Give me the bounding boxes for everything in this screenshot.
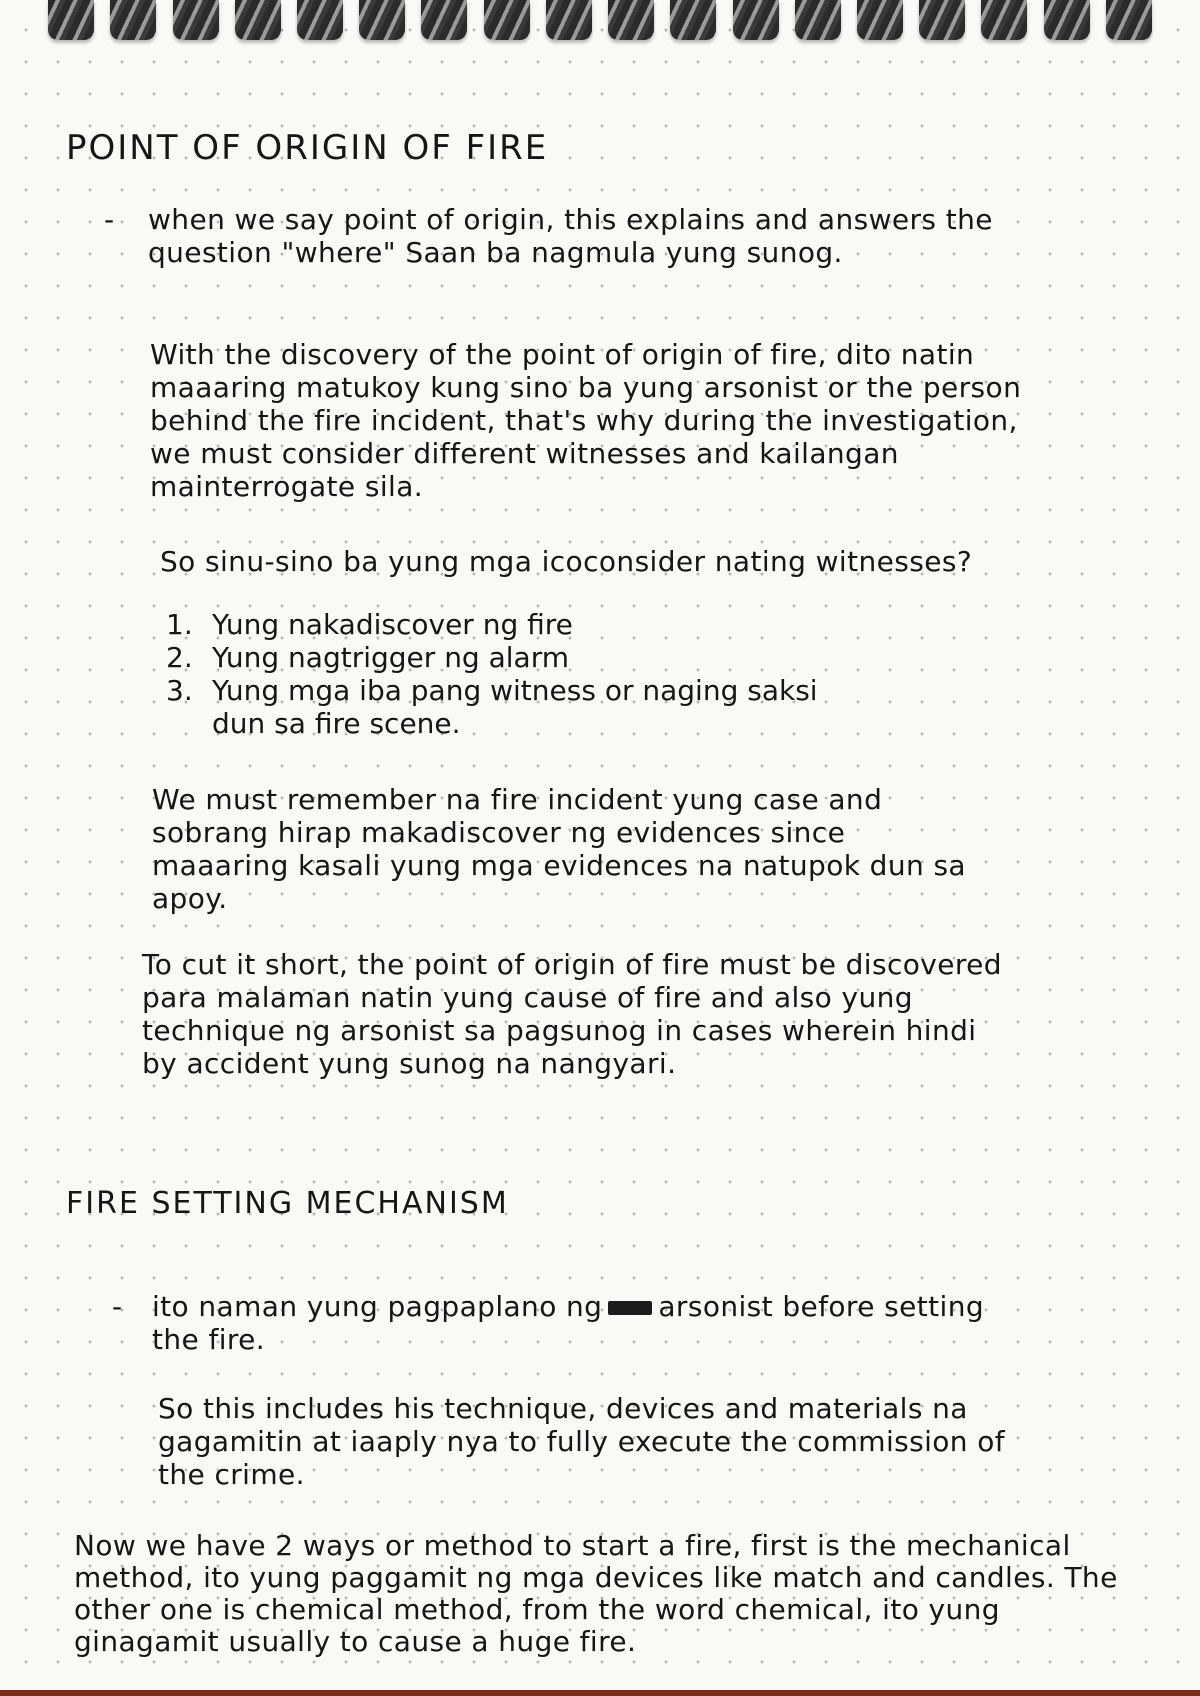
binding-ring <box>857 0 903 40</box>
binding-ring <box>795 0 841 40</box>
mechanism-intro-part-b: arsonist before setting the fire. <box>152 1290 985 1356</box>
list-text: Yung mga iba pang witness or naging saksi dun sa fire scene. <box>212 674 818 740</box>
includes-paragraph: So this includes his technique, devices and materials na gagamitin at iaaply nya to fully execute the commission of the crime. <box>158 1392 1006 1491</box>
binding-ring <box>48 0 94 40</box>
spiral-binding <box>0 0 1200 44</box>
list-number: 2. <box>166 641 193 674</box>
binding-ring <box>297 0 343 40</box>
methods-paragraph: Now we have 2 ways or method to start a fire, first is the mechanical method, ito yung paggamit ng mga devices like match and candles. The other one is chemical method, from the word chemical, ito yung ginagamit usually to cause a huge fire. <box>74 1529 1118 1658</box>
list-item <box>166 674 832 740</box>
binding-ring <box>1044 0 1090 40</box>
list-number: 3. <box>166 674 193 707</box>
binding-ring <box>359 0 405 40</box>
binding-ring <box>546 0 592 40</box>
binding-ring <box>235 0 281 40</box>
short-paragraph: To cut it short, the point of origin of fire must be discovered para malaman natin yung cause of fire and also yung technique ng arsonist sa pagsunog in cases wherein hindi by accident yung sunog na nangyari. <box>142 948 1002 1080</box>
binding-ring <box>608 0 654 40</box>
origin-discovery-paragraph: With the discovery of the point of origin of fire, dito natin maaaring matukoy kung sino ba yung arsonist or the person behind the fire incident, that's why during the investigation, we must consider different witnesses and kailangan mainterrogate sila. <box>150 338 1022 503</box>
crossed-out-word <box>608 1301 652 1315</box>
list-text: Yung nakadiscover ng fire <box>212 608 573 641</box>
binding-ring <box>981 0 1027 40</box>
list-text: Yung nagtrigger ng alarm <box>212 641 569 674</box>
binding-ring <box>110 0 156 40</box>
binding-ring <box>670 0 716 40</box>
witness-list <box>166 608 832 740</box>
witness-question: So sinu-sino ba yung mga icoconsider nating witnesses? <box>160 545 973 578</box>
heading-point-of-origin: POINT OF ORIGIN OF FIRE <box>66 128 549 168</box>
binding-ring <box>1106 0 1152 40</box>
remember-paragraph: We must remember na fire incident yung case and sobrang hirap makadiscover ng evidences since maaaring kasali yung mga evidences na natupok dun sa apoy. <box>152 783 966 915</box>
binding-ring <box>421 0 467 40</box>
origin-intro-paragraph: when we say point of origin, this explains and answers the question "where" Saan ba nagmula yung sunog. <box>148 203 993 269</box>
list-number: 1. <box>166 608 193 641</box>
bullet-dash: - <box>104 203 115 236</box>
bullet-dash: - <box>112 1290 123 1323</box>
list-item <box>166 608 832 641</box>
binding-ring <box>173 0 219 40</box>
heading-fire-setting-mechanism: FIRE SETTING MECHANISM <box>66 1186 509 1221</box>
binding-ring <box>733 0 779 40</box>
binding-ring <box>919 0 965 40</box>
mechanism-intro-part-a: ito naman yung pagpaplano ng <box>152 1290 603 1323</box>
list-item <box>166 641 832 674</box>
mechanism-intro-paragraph <box>152 1290 1032 1356</box>
binding-ring <box>484 0 530 40</box>
page-bottom-edge <box>0 1690 1200 1696</box>
